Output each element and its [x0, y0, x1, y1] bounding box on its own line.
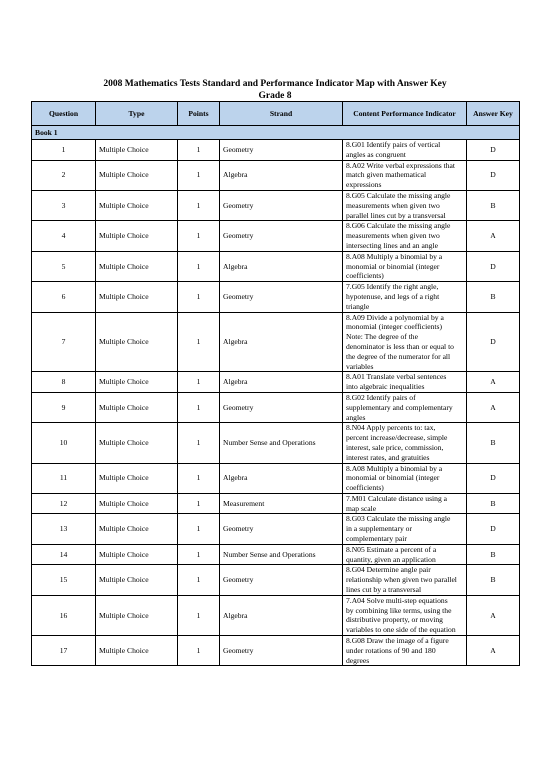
strand-cell: Algebra	[220, 595, 343, 635]
indicator-line: 8.A08 Multiply a binomial by a	[346, 251, 443, 261]
points-cell: 1	[178, 544, 220, 565]
points-cell: 1	[178, 190, 220, 220]
indicator-line: angles	[346, 412, 366, 422]
question-cell: 9	[32, 392, 96, 422]
header-question: Question	[32, 102, 96, 126]
strand-cell: Geometry	[220, 514, 343, 544]
indicator-line: expressions	[346, 180, 382, 190]
table-row	[32, 544, 520, 565]
indicator-line: intersecting lines and an angle	[346, 240, 438, 250]
answer-key-cell: B	[467, 565, 520, 595]
indicator-line: monomial or binomial (integer	[346, 473, 440, 483]
indicator-line: coefficients)	[346, 271, 384, 281]
indicator-line: percent increase/decrease, simple	[346, 433, 448, 443]
indicator-line: monomial or binomial (integer	[346, 261, 440, 271]
indicator-line: into algebraic inequalities	[346, 382, 425, 392]
type-cell: Multiple Choice	[96, 636, 178, 666]
question-cell: 15	[32, 565, 96, 595]
question-cell: 11	[32, 463, 96, 493]
answer-key-cell: A	[467, 221, 520, 251]
question-cell: 4	[32, 221, 96, 251]
table-row	[32, 514, 520, 544]
type-cell: Multiple Choice	[96, 312, 178, 372]
header-indicator: Content Performance Indicator	[343, 102, 467, 126]
answer-key-cell: B	[467, 423, 520, 463]
indicator-line: 8.A08 Multiply a binomial by a	[346, 463, 443, 473]
indicator-line: relationship when given two parallel	[346, 575, 457, 585]
type-cell: Multiple Choice	[96, 372, 178, 393]
table-header-row	[32, 102, 520, 126]
points-cell: 1	[178, 565, 220, 595]
question-cell: 14	[32, 544, 96, 565]
question-cell: 7	[32, 312, 96, 372]
strand-cell: Algebra	[220, 251, 343, 281]
indicator-line: complementary pair	[346, 534, 407, 544]
question-cell: 3	[32, 190, 96, 220]
strand-cell: Number Sense and Operations	[220, 423, 343, 463]
answer-key-cell: B	[467, 493, 520, 514]
type-cell: Multiple Choice	[96, 595, 178, 635]
type-cell: Multiple Choice	[96, 190, 178, 220]
answer-key-cell: D	[467, 514, 520, 544]
table-row	[32, 392, 520, 422]
header-type: Type	[96, 102, 178, 126]
indicator-map-table	[31, 101, 520, 666]
indicator-line: map scale	[346, 503, 377, 513]
indicator-line: 7.G05 Identify the right angle,	[346, 282, 439, 292]
indicator-line: by combining like terms, using the	[346, 605, 452, 615]
indicator-cell	[343, 544, 467, 565]
indicator-line: match given mathematical	[346, 170, 427, 180]
indicator-line: coefficients)	[346, 483, 384, 493]
points-cell: 1	[178, 423, 220, 463]
indicator-cell	[343, 160, 467, 190]
points-cell: 1	[178, 514, 220, 544]
question-cell: 13	[32, 514, 96, 544]
points-cell: 1	[178, 160, 220, 190]
indicator-line: degrees	[346, 655, 370, 665]
strand-cell: Algebra	[220, 160, 343, 190]
points-cell: 1	[178, 493, 220, 514]
table-row	[32, 423, 520, 463]
type-cell: Multiple Choice	[96, 392, 178, 422]
indicator-line: lines cut by a transversal	[346, 585, 422, 595]
type-cell: Multiple Choice	[96, 160, 178, 190]
indicator-cell	[343, 251, 467, 281]
indicator-line: variables to one side of the equation	[346, 625, 456, 635]
strand-cell: Geometry	[220, 282, 343, 312]
points-cell: 1	[178, 221, 220, 251]
indicator-line: under rotations of 90 and 180	[346, 645, 436, 655]
indicator-line: variables	[346, 361, 374, 371]
indicator-cell	[343, 514, 467, 544]
strand-cell: Algebra	[220, 312, 343, 372]
table-row	[32, 251, 520, 281]
type-cell: Multiple Choice	[96, 463, 178, 493]
table-row	[32, 221, 520, 251]
indicator-line: supplementary and complementary	[346, 402, 453, 412]
type-cell: Multiple Choice	[96, 282, 178, 312]
indicator-line: 8.N04 Apply percents to: tax,	[346, 423, 436, 433]
indicator-cell	[343, 463, 467, 493]
title-line-1: 2008 Mathematics Tests Standard and Performance Indicator Map with Answer Key	[103, 79, 447, 89]
table-row	[32, 493, 520, 514]
indicator-line: 8.G08 Draw the image of a figure	[346, 636, 449, 646]
title-line-2: Grade 8	[258, 91, 292, 101]
type-cell: Multiple Choice	[96, 565, 178, 595]
question-cell: 6	[32, 282, 96, 312]
points-cell: 1	[178, 282, 220, 312]
indicator-line: angles as congruent	[346, 149, 406, 159]
table-row	[32, 140, 520, 161]
indicator-line: denominator is less than or equal to	[346, 341, 454, 351]
question-cell: 2	[32, 160, 96, 190]
indicator-line: interest, sale price, commission,	[346, 442, 444, 452]
indicator-cell	[343, 636, 467, 666]
indicator-cell	[343, 282, 467, 312]
type-cell: Multiple Choice	[96, 544, 178, 565]
question-cell: 17	[32, 636, 96, 666]
table-row	[32, 190, 520, 220]
answer-key-cell: B	[467, 190, 520, 220]
table-row	[32, 282, 520, 312]
indicator-line: 8.A09 Divide a polynomial by a	[346, 312, 444, 322]
strand-cell: Geometry	[220, 221, 343, 251]
question-cell: 16	[32, 595, 96, 635]
answer-key-cell: A	[467, 595, 520, 635]
points-cell: 1	[178, 312, 220, 372]
header-points: Points	[178, 102, 220, 126]
question-cell: 12	[32, 493, 96, 514]
indicator-cell	[343, 140, 467, 161]
indicator-line: 8.G01 Identify pairs of vertical	[346, 140, 441, 149]
indicator-line: distributive property, or moving	[346, 615, 443, 625]
indicator-cell	[343, 221, 467, 251]
points-cell: 1	[178, 140, 220, 161]
header-strand: Strand	[220, 102, 343, 126]
strand-cell: Algebra	[220, 372, 343, 393]
strand-cell: Geometry	[220, 392, 343, 422]
type-cell: Multiple Choice	[96, 140, 178, 161]
indicator-line: 8.A02 Write verbal expressions that	[346, 160, 456, 170]
answer-key-cell: B	[467, 544, 520, 565]
indicator-line: 8.N05 Estimate a percent of a	[346, 544, 437, 554]
points-cell: 1	[178, 372, 220, 393]
answer-key-cell: D	[467, 251, 520, 281]
book-label: Book 1	[32, 126, 520, 140]
points-cell: 1	[178, 463, 220, 493]
document-title	[0, 78, 550, 102]
answer-key-cell: D	[467, 140, 520, 161]
points-cell: 1	[178, 392, 220, 422]
indicator-cell	[343, 392, 467, 422]
answer-key-cell: B	[467, 282, 520, 312]
type-cell: Multiple Choice	[96, 423, 178, 463]
points-cell: 1	[178, 636, 220, 666]
answer-key-cell: D	[467, 160, 520, 190]
table-row	[32, 160, 520, 190]
table-row	[32, 636, 520, 666]
question-cell: 10	[32, 423, 96, 463]
type-cell: Multiple Choice	[96, 514, 178, 544]
indicator-line: measurements when given two	[346, 231, 440, 241]
points-cell: 1	[178, 595, 220, 635]
table-row	[32, 372, 520, 393]
indicator-cell	[343, 190, 467, 220]
strand-cell: Geometry	[220, 636, 343, 666]
indicator-line: 8.G04 Determine angle pair	[346, 565, 431, 575]
table-row	[32, 595, 520, 635]
points-cell: 1	[178, 251, 220, 281]
indicator-line: 8.G03 Calculate the missing angle	[346, 514, 451, 524]
indicator-line: measurements when given two	[346, 200, 440, 210]
table-row	[32, 463, 520, 493]
type-cell: Multiple Choice	[96, 251, 178, 281]
question-cell: 5	[32, 251, 96, 281]
strand-cell: Number Sense and Operations	[220, 544, 343, 565]
answer-key-cell: A	[467, 392, 520, 422]
table-row	[32, 565, 520, 595]
question-cell: 1	[32, 140, 96, 161]
answer-key-cell: A	[467, 636, 520, 666]
indicator-line: 7.A04 Solve multi-step equations	[346, 595, 448, 605]
strand-cell: Geometry	[220, 190, 343, 220]
book-section-row	[32, 126, 520, 140]
indicator-line: Note: The degree of the	[346, 332, 418, 342]
indicator-line: triangle	[346, 301, 370, 311]
indicator-cell	[343, 423, 467, 463]
type-cell: Multiple Choice	[96, 221, 178, 251]
indicator-line: 7.M01 Calculate distance using a	[346, 493, 448, 503]
strand-cell: Algebra	[220, 463, 343, 493]
indicator-cell	[343, 312, 467, 372]
indicator-line: 8.A01 Translate verbal sentences	[346, 372, 447, 382]
strand-cell: Geometry	[220, 140, 343, 161]
indicator-line: monomial (integer coefficients)	[346, 322, 443, 332]
question-cell: 8	[32, 372, 96, 393]
indicator-cell	[343, 493, 467, 514]
strand-cell: Measurement	[220, 493, 343, 514]
indicator-cell	[343, 372, 467, 393]
answer-key-cell: A	[467, 372, 520, 393]
indicator-line: the degree of the numerator for all	[346, 351, 451, 361]
indicator-line: hypotenuse, and legs of a right	[346, 291, 440, 301]
indicator-line: quantity, given an application	[346, 554, 436, 564]
header-answer-key: Answer Key	[467, 102, 520, 126]
type-cell: Multiple Choice	[96, 493, 178, 514]
indicator-line: in a supplementary or	[346, 524, 413, 534]
indicator-line: 8.G02 Identify pairs of	[346, 392, 416, 402]
indicator-line: interest rates, and gratuities	[346, 452, 430, 462]
answer-key-cell: D	[467, 463, 520, 493]
answer-key-cell: D	[467, 312, 520, 372]
indicator-line: parallel lines cut by a transversal	[346, 210, 446, 220]
indicator-cell	[343, 565, 467, 595]
indicator-line: 8.G05 Calculate the missing angle	[346, 190, 451, 200]
indicator-cell	[343, 595, 467, 635]
indicator-line: 8.G06 Calculate the missing angle	[346, 221, 451, 231]
strand-cell: Geometry	[220, 565, 343, 595]
table-row	[32, 312, 520, 372]
